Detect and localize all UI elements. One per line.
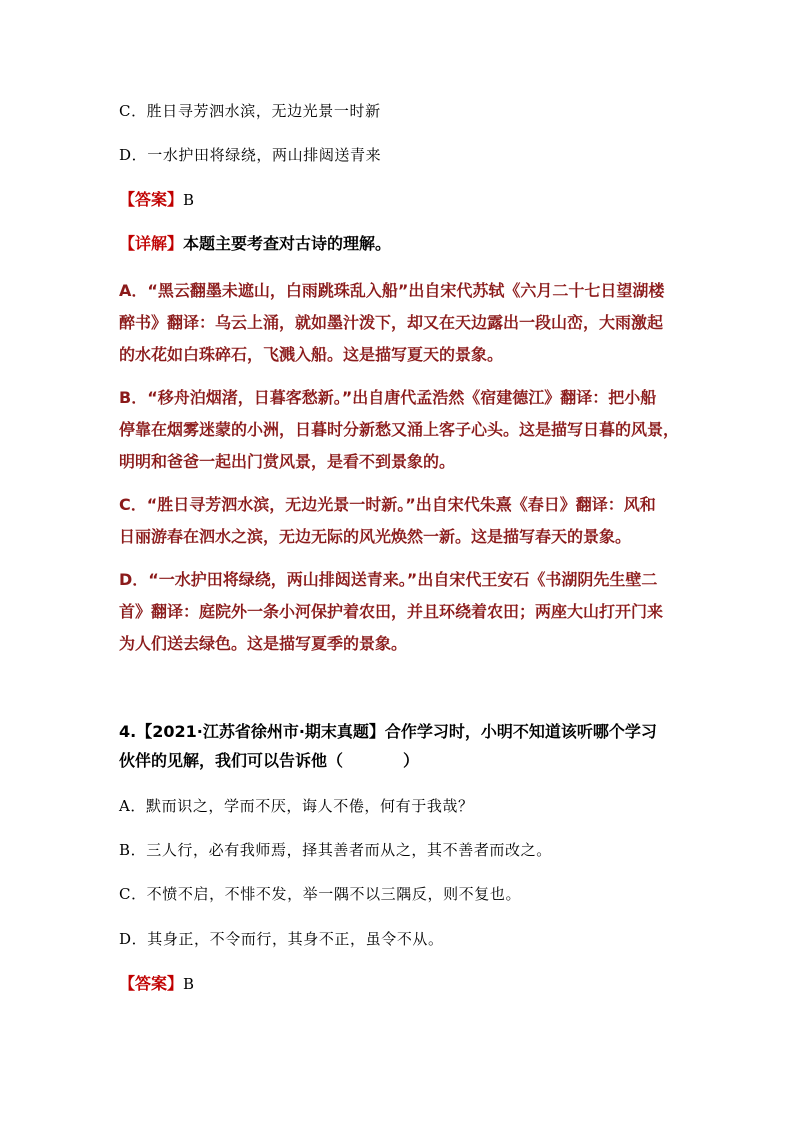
option-c: C．胜日寻芳泗水滨，无边光景一时新	[119, 102, 381, 120]
explanation-line: 的水花如白珠碎石，飞溅入船。这是描写夏天的景象。	[119, 345, 504, 364]
q4-answer-line	[119, 976, 194, 992]
option-d: D．一水护田将绿绕，两山排闼送青来	[119, 146, 382, 164]
explanation-c	[119, 489, 679, 553]
detail-line	[119, 236, 391, 252]
question-number: 4.	[119, 722, 137, 741]
explanation-line: A．“黑云翻墨未遮山，白雨跳珠乱入船”出自宋代苏轼《六月二十七日望湖楼	[119, 281, 665, 300]
explanation-line: 日丽游春在泗水之滨，无边无际的风光焕然一新。这是描写春天的景象。	[119, 527, 632, 546]
answer-line	[119, 192, 194, 208]
explanation-line: 首》翻译：庭院外一条小河保护着农田，并且环绕着农田；两座大山打开门来	[119, 602, 664, 621]
question-source: 【2021·江苏省徐州市·期末真题】	[136, 722, 385, 741]
explanation-d	[119, 564, 679, 660]
question-stem-line	[119, 746, 679, 775]
q4-option-b: B．三人行，必有我师焉，择其善者而从之，其不善者而改之。	[119, 841, 552, 859]
question-text: ）	[403, 751, 420, 770]
answer-value: B	[183, 191, 195, 209]
answer-value: B	[183, 975, 195, 993]
detail-intro: 本题主要考查对古诗的理解。	[183, 234, 392, 253]
explanation-line: 为人们送去绿色。这是描写夏季的景象。	[119, 634, 408, 653]
q4-option-c: C．不愤不启，不悱不发，举一隅不以三隅反，则不复也。	[119, 885, 522, 903]
detail-tag: 【详解】	[119, 234, 184, 253]
explanation-line: 停靠在烟雾迷蒙的小洲，日暮时分新愁又涌上客子心头。这是描写日暮的风景，	[119, 420, 679, 439]
explanation-b	[119, 382, 679, 478]
q4-option-a: A．默而识之，学而不厌，诲人不倦，何有于我哉？	[119, 797, 474, 815]
question-text: 合作学习时，小明不知道该听哪个学习	[384, 722, 657, 741]
explanation-line: 明明和爸爸一起出门赏风景，是看不到景象的。	[119, 452, 456, 471]
question-4-stem	[119, 717, 679, 775]
question-text: 伙伴的见解，我们可以告诉他（	[119, 751, 344, 770]
explanation-line: C．“胜日寻芳泗水滨，无边光景一时新。”出自宋代朱熹《春日》翻译：风和	[119, 495, 656, 514]
answer-tag: 【答案】	[119, 974, 184, 993]
explanation-line: 醉书》翻译：乌云上涌，就如墨汁泼下，却又在天边露出一段山峦，大雨激起	[119, 313, 664, 332]
q4-option-d: D．其身正，不令而行，其身不正，虽令不从。	[119, 930, 444, 948]
answer-tag: 【答案】	[119, 190, 184, 209]
explanation-a	[119, 275, 679, 371]
question-stem-line	[119, 717, 679, 746]
explanation-line: B．“移舟泊烟渚，日暮客愁新。”出自唐代孟浩然《宿建德江》翻译：把小船	[119, 388, 657, 407]
explanation-line: D．“一水护田将绿绕，两山排闼送青来。”出自宋代王安石《书湖阴先生壁二	[119, 570, 658, 589]
